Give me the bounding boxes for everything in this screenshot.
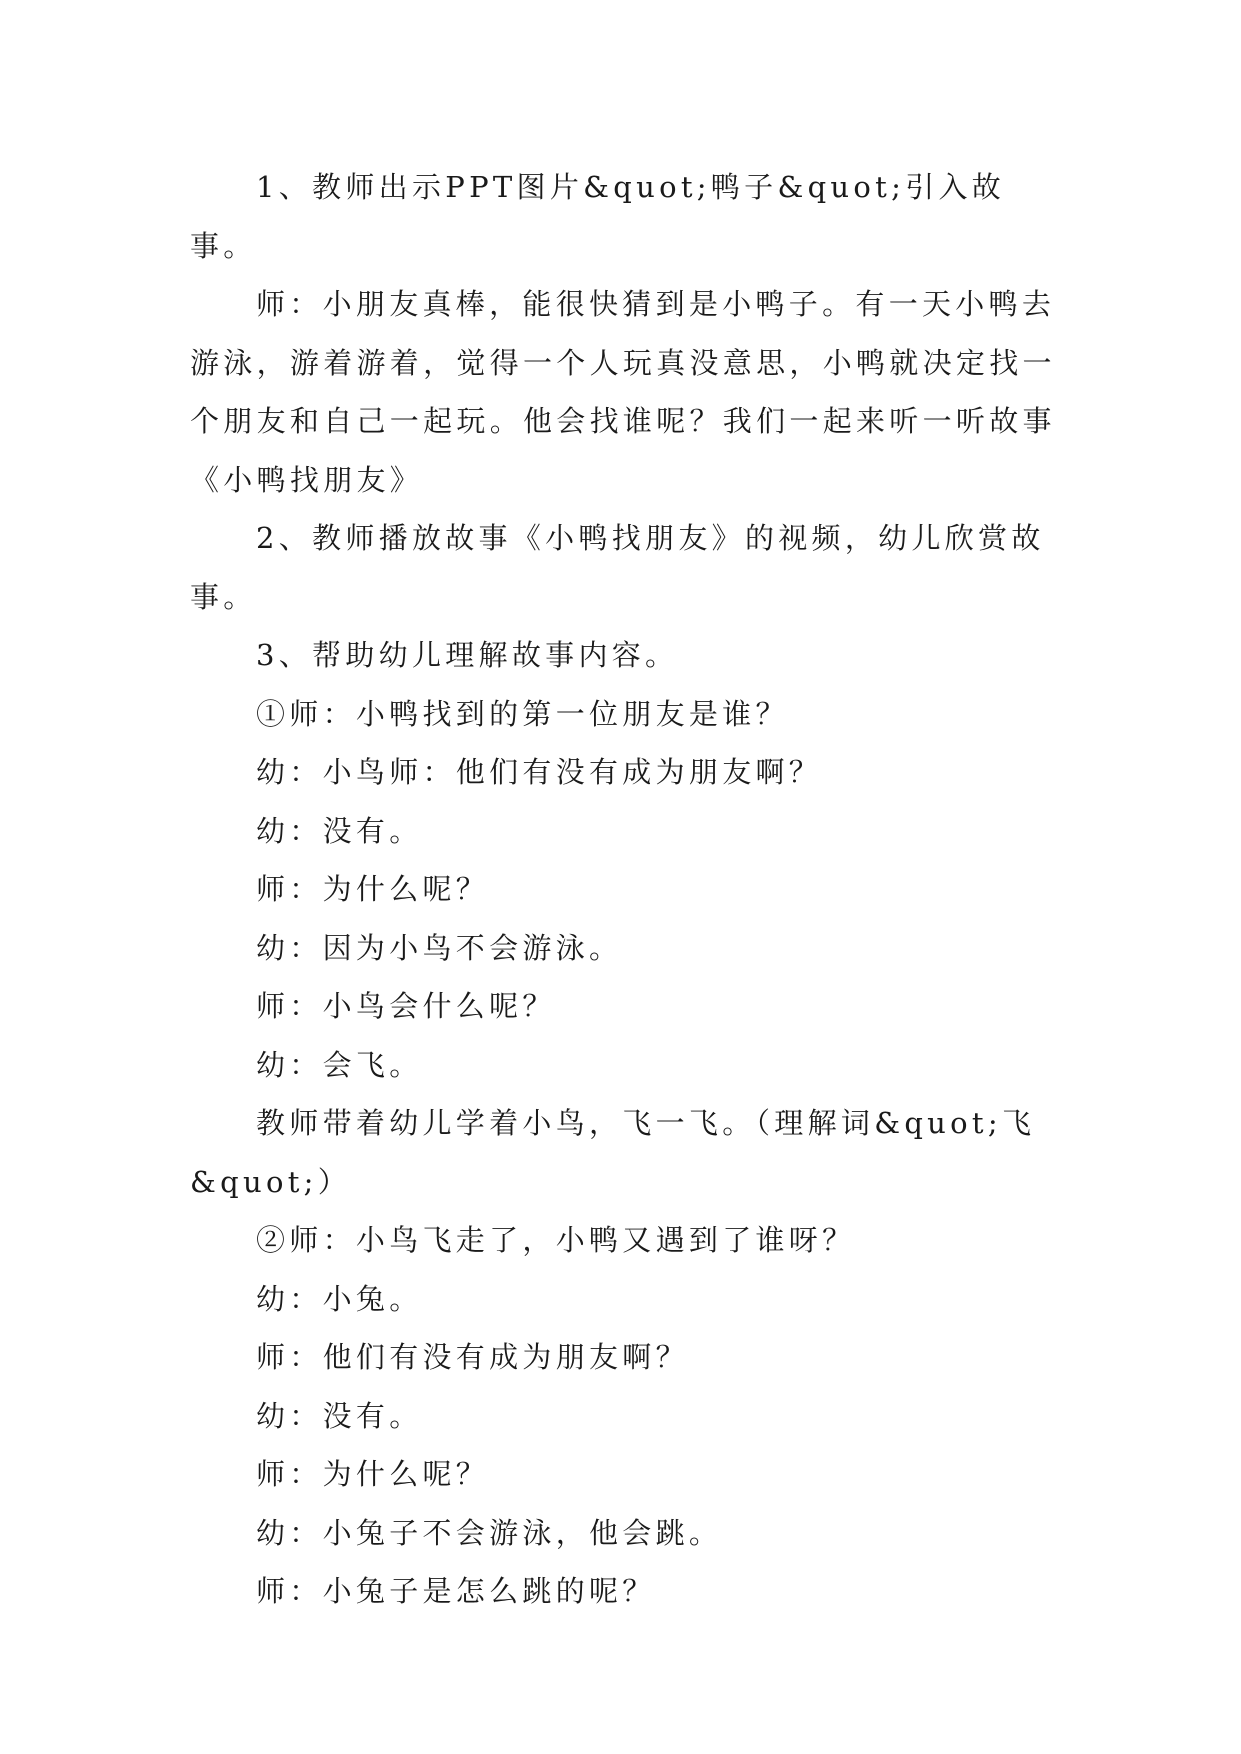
paragraph-intro-ppt: 1、教师出示PPT图片&quot;鸭子&quot;引入故事。 (190, 170, 1006, 263)
paragraph-dialogue-line: 师：小鸟会什么呢？ (256, 989, 556, 1023)
paragraph-fly-activity: 教师带着幼儿学着小鸟，飞一飞。（理解词&quot;飞&quot;） (190, 1106, 1036, 1199)
document-body (190, 158, 1056, 1621)
paragraph-dialogue-line: 幼：小兔子不会游泳，他会跳。 (256, 1515, 723, 1550)
paragraph-dialogue-line: 幼：小鸟师：他们有没有成为朋友啊？ (256, 755, 823, 789)
paragraph-dialogue-line: 师：小兔子是怎么跳的呢？ (256, 1574, 656, 1608)
paragraph-dialogue-line: 幼：会飞。 (256, 1047, 423, 1082)
paragraph-dialogue-line: 师：为什么呢？ (256, 1457, 490, 1491)
paragraph-dialogue-line: 幼：小兔。 (256, 1281, 423, 1316)
paragraph-dialogue-line: ②师：小鸟飞走了，小鸭又遇到了谁呀？ (256, 1223, 856, 1257)
paragraph-dialogue-line: 师：为什么呢？ (256, 872, 490, 906)
paragraph-understand-story: 3、帮助幼儿理解故事内容。 (256, 638, 679, 672)
paragraph-dialogue-line: 幼：因为小鸟不会游泳。 (256, 930, 623, 965)
paragraph-dialogue-line: 师：他们有没有成为朋友啊？ (256, 1340, 689, 1374)
paragraph-dialogue-line: 幼：没有。 (256, 1398, 423, 1433)
paragraph-dialogue-line: ①师：小鸭找到的第一位朋友是谁？ (256, 696, 789, 731)
paragraph-play-video: 2、教师播放故事《小鸭找朋友》的视频，幼儿欣赏故事。 (190, 521, 1045, 614)
paragraph-dialogue-line: 幼：没有。 (256, 813, 423, 848)
paragraph-teacher-story-intro: 师：小朋友真棒，能很快猜到是小鸭子。有一天小鸭去游泳，游着游着，觉得一个人玩真没意思，小鸭就决定找一个朋友和自己一起玩。他会找谁呢？我们一起来听一听故事《小鸭找朋友》 (190, 287, 1056, 497)
